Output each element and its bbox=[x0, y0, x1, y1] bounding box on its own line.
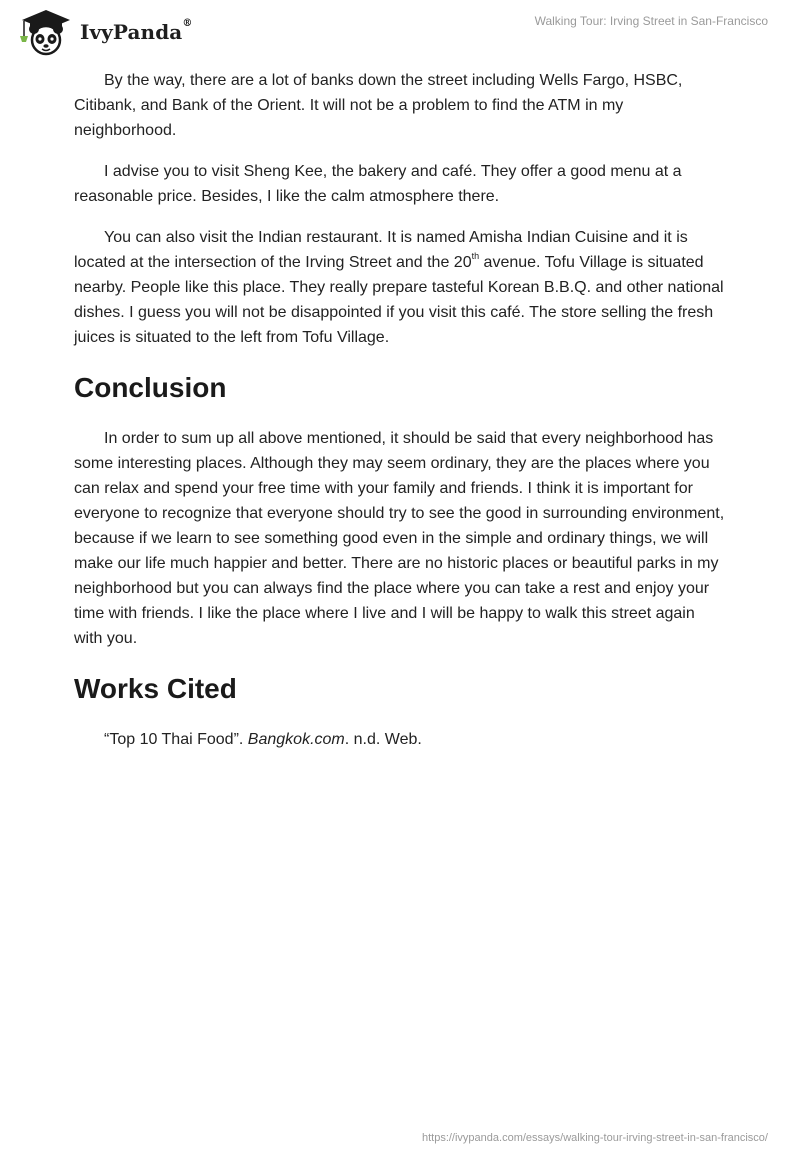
essay-content bbox=[74, 68, 726, 768]
paragraph-banks: By the way, there are a lot of banks down the street including Wells Fargo, HSBC, Citibank, and Bank of the Orient. It will not be a problem to find the ATM in my neighborhood. bbox=[74, 72, 683, 139]
ivypanda-logo[interactable] bbox=[16, 8, 192, 56]
paragraph-indian-restaurant: You can also visit the Indian restaurant. It is named Amisha Indian Cuisine and it is located at the intersection of the Irving Street and the 20th avenue. Tofu Village is situated nearby. People like this place. They really prepare tasteful Korean B.B.Q. and other national dishes. I guess you will not be disappointed if you visit this café. The store selling the fresh juices is situated to the left from Tofu Village. bbox=[74, 229, 724, 346]
running-title: Walking Tour: Irving Street in San-Francisco bbox=[534, 14, 768, 28]
works-cited-heading: Works Cited bbox=[74, 673, 237, 704]
source-url[interactable]: https://ivypanda.com/essays/walking-tour-irving-street-in-san-francisco/ bbox=[421, 1132, 768, 1144]
page-header bbox=[0, 0, 800, 64]
conclusion-heading: Conclusion bbox=[74, 372, 227, 403]
paragraph-sheng-kee: I advise you to visit Sheng Kee, the bakery and café. They offer a good menu at a reasonable price. Besides, I like the calm atmosphere there. bbox=[74, 163, 682, 205]
citation-entry: “Top 10 Thai Food”. Bangkok.com. n.d. Web. bbox=[104, 731, 422, 748]
paragraph-conclusion: In order to sum up all above mentioned, it should be said that every neighborhood has some interesting places. Although they may seem ordinary, they are the places where you can relax and spend your free time with your family and friends. I think it is important for everyone to recognize that everyone should try to see the good in surrounding environment, because if we learn to see something good even in the simple and ordinary things, we will make our life much happier and better. There are no historic places or beautiful parks in my neighborhood but you can always find the place where you can take a rest and enjoy your time with friends. I like the place where I live and I will be happy to walk this street again with you. bbox=[74, 430, 725, 647]
panda-graduation-icon bbox=[16, 8, 74, 56]
brand-name: IvyPanda® bbox=[80, 18, 193, 44]
